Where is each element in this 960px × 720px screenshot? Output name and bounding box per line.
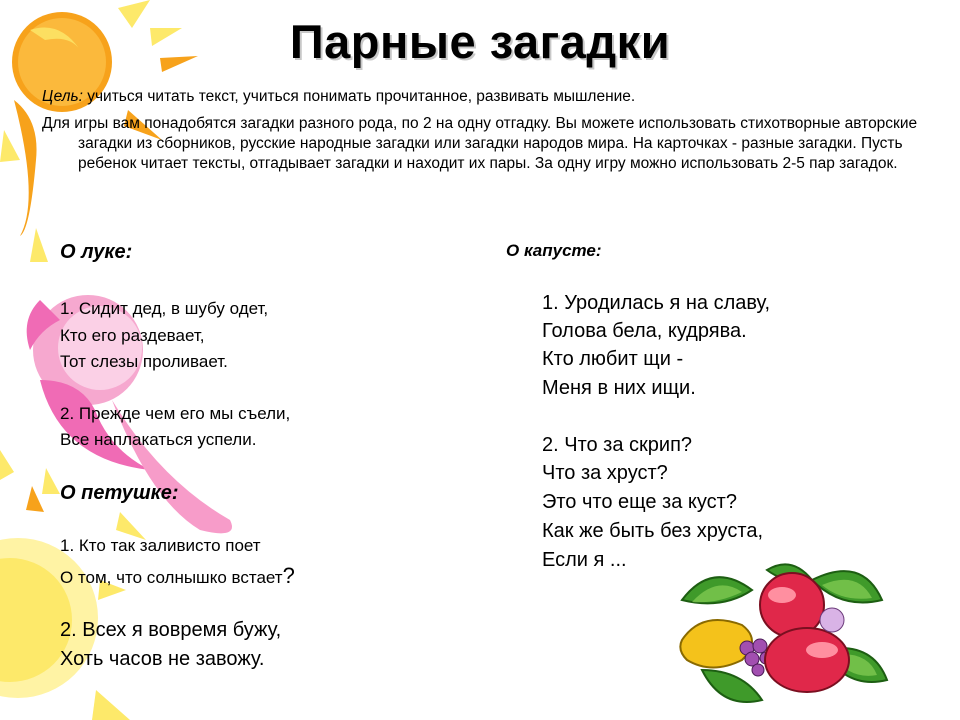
- section-heading-luke: О луке:: [60, 241, 133, 263]
- riddle-line: 2. Прежде чем его мы съели,: [60, 404, 291, 423]
- riddle-line: Меня в них ищи.: [542, 377, 696, 399]
- riddle-line: Если я ...: [542, 549, 627, 571]
- riddle-line: 2. Всех я вовремя бужу,: [60, 619, 282, 641]
- riddle-line: Голова бела, кудрява.: [542, 320, 747, 342]
- riddle-line: Хоть часов не завожу.: [60, 648, 265, 670]
- page-title: Парные загадки: [289, 15, 671, 68]
- riddle-line: Это что еще за куст?: [542, 491, 737, 513]
- riddle-line: Тот слезы проливает.: [60, 352, 228, 371]
- riddle-line: Что за хруст?: [542, 462, 668, 484]
- riddle-line: 1. Сидит дед, в шубу одет,: [60, 299, 269, 318]
- goal-text: учиться читать текст, учиться понимать прочитанное, развивать мышление.: [82, 88, 636, 105]
- section-heading-kapusta: О капусте:: [506, 241, 602, 260]
- riddle-line: Кто любит щи -: [542, 348, 684, 370]
- riddle-line: Как же быть без хруста,: [542, 520, 764, 542]
- goal-label: Цель:: [42, 88, 83, 105]
- riddle-line: Кто его раздевает,: [60, 326, 205, 345]
- riddle-line: О том, что солнышко встает?: [60, 563, 295, 588]
- riddle-line: Все наплакаться успели.: [60, 430, 257, 449]
- vegetables-clipart-icon: [672, 560, 892, 710]
- riddle-line: 2. Что за скрип?: [542, 434, 693, 456]
- goal-paragraph: [42, 86, 922, 108]
- intro-paragraph: Для игры вам понадобятся загадки разного рода, по 2 на одну отгадку. Вы можете использовать стихотворные авторские загадки из сборников, русские народные загадки или загадки народов мира. На карточках - разные загадки. Пусть ребенок читает тексты, отгадывает загадки и находит их пары. За одну игру можно использовать 2-5 пар загадок.: [42, 115, 918, 172]
- riddle-line: 1. Кто так заливисто поет: [60, 536, 261, 555]
- section-heading-petushok: О петушке:: [60, 482, 179, 504]
- riddle-line: 1. Уродилась я на славу,: [542, 292, 771, 314]
